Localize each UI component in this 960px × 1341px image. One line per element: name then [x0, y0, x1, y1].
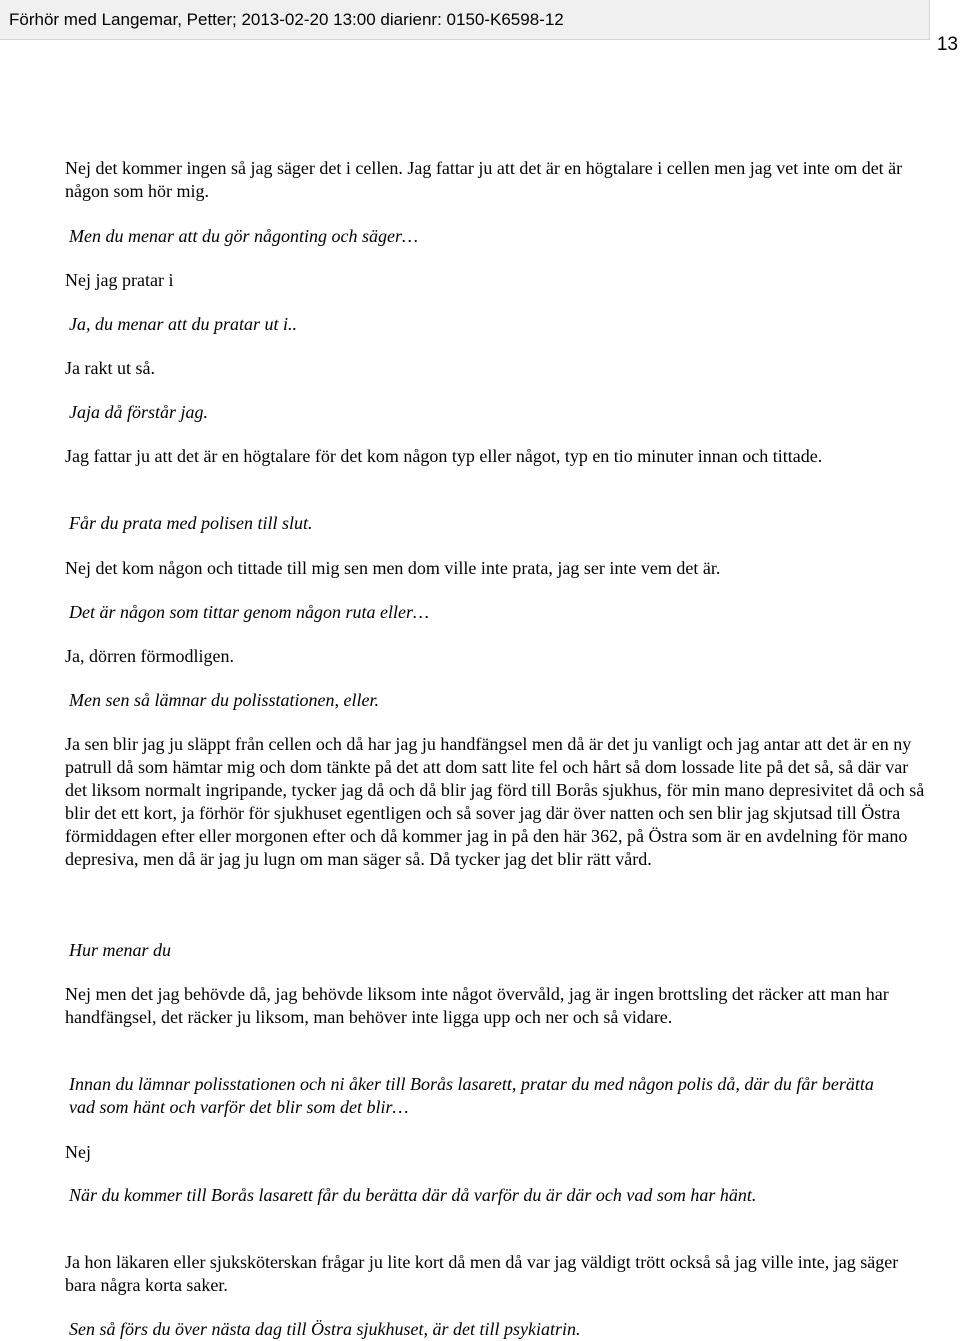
answer-paragraph: Ja rakt ut så. — [65, 358, 155, 378]
document-header — [0, 0, 930, 40]
answer-paragraph: Ja, dörren förmodligen. — [65, 646, 234, 666]
question-paragraph: Men du menar att du gör någonting och säger… — [69, 226, 418, 246]
answer-paragraph: Ja sen blir jag ju släppt från cellen och då har jag ju handfängsel men då är det ju vanligt och jag antar att det är en ny patrull då som hämtar mig och dom tänkte på det att dom satt lite fel och hårt så dom lossade lite på det så, så där var det liksom normalt ingripande, tycker jag då och då blir jag förd till Borås sjukhus, för min mano depresivitet då och så blir det ett kort, ja förhör för sjukhuset egentligen och så sover jag där över natten och sen blir jag skjutsad till Östra förmiddagen efter eller morgonen efter och då kommer jag in på den här 362, på Östra som är en avdelning för mano depresiva, men då är jag ju lugn om man säger så. Då tycker jag det blir rätt vård. — [65, 734, 925, 869]
answer-paragraph: Nej det kommer ingen så jag säger det i cellen. Jag fattar ju att det är en högtalare i cellen men jag vet inte om det är någon som hör mig. — [65, 158, 903, 201]
header-title: Förhör med Langemar, Petter; 2013-02-20 13:00 diarienr: 0150-K6598-12 — [9, 10, 564, 29]
answer-paragraph: Nej det kom någon och tittade till mig sen men dom ville inte prata, jag ser inte vem det är. — [65, 558, 721, 578]
answer-paragraph: Jag fattar ju att det är en högtalare för det kom någon typ eller något, typ en tio minuter innan och tittade. — [65, 446, 823, 466]
question-paragraph: Men sen så lämnar du polisstationen, eller. — [69, 690, 379, 710]
question-paragraph: När du kommer till Borås lasarett får du berätta där då varför du är där och vad som har hänt. — [69, 1185, 757, 1205]
answer-paragraph: Nej jag pratar i — [65, 270, 174, 290]
answer-paragraph: Ja hon läkaren eller sjuksköterskan frågar ju lite kort då men då var jag väldigt trött också så jag ville inte, jag säger bara några korta saker. — [65, 1252, 899, 1295]
question-paragraph: Hur menar du — [69, 940, 171, 960]
question-paragraph: Det är någon som tittar genom någon ruta eller… — [69, 602, 429, 622]
question-paragraph: Jaja då förstår jag. — [69, 402, 209, 422]
page-number: 13 — [936, 34, 958, 55]
question-paragraph: Får du prata med polisen till slut. — [69, 513, 313, 533]
answer-paragraph: Nej men det jag behövde då, jag behövde liksom inte något övervåld, jag är ingen brottsling det räcker att man har handfängsel, det räcker ju liksom, man behöver inte ligga upp och ner och så vidare. — [65, 984, 889, 1027]
question-paragraph: Sen så förs du över nästa dag till Östra sjukhuset, är det till psykiatrin. — [69, 1319, 581, 1339]
answer-paragraph: Nej — [65, 1142, 91, 1162]
question-paragraph: Innan du lämnar polisstationen och ni åker till Borås lasarett, pratar du med någon polis då, där du får berätta vad som hänt och varför det blir som det blir… — [69, 1074, 874, 1117]
question-paragraph: Ja, du menar att du pratar ut i.. — [69, 314, 297, 334]
